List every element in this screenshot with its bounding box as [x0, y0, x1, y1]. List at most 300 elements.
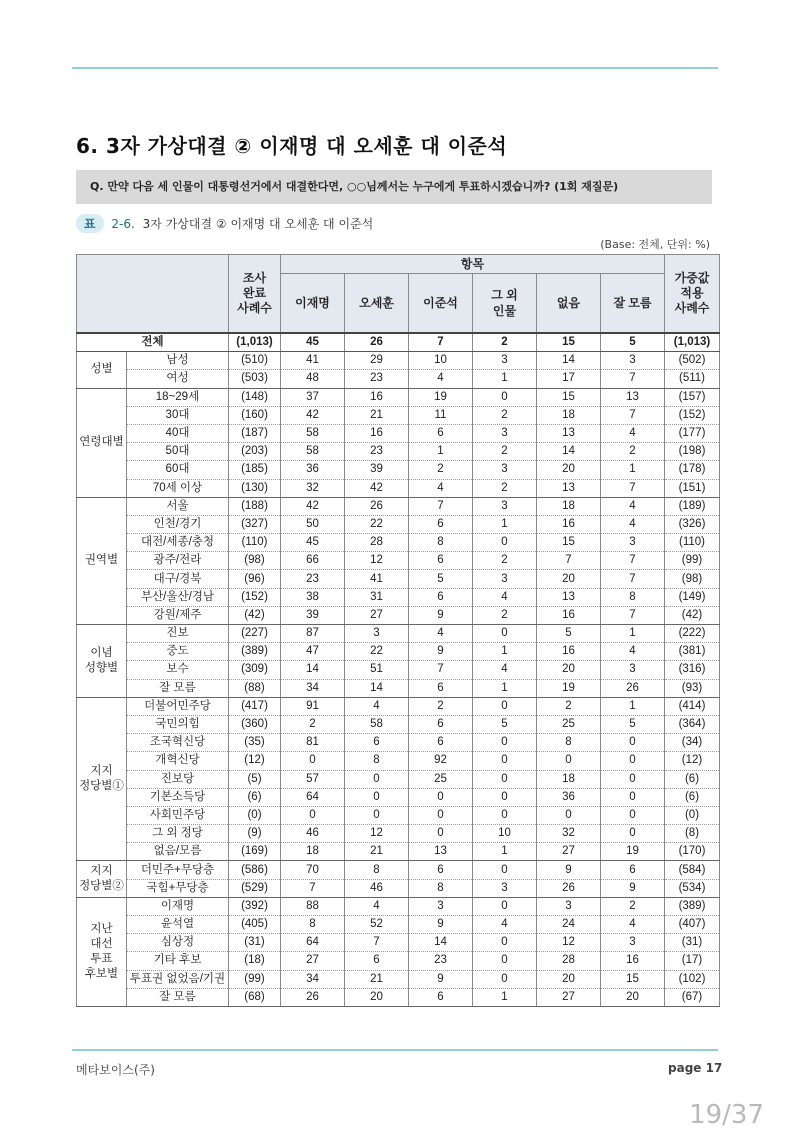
cell-value: 2	[473, 479, 537, 497]
cell-value: 91	[281, 697, 345, 715]
cell-value: (6)	[229, 788, 281, 806]
cell-value: (414)	[665, 697, 720, 715]
cell-value: 7	[601, 606, 665, 624]
cell-value: 7	[601, 406, 665, 424]
group-label: 지지 정당별①	[77, 697, 127, 861]
footer-company: 메타보이스(주)	[76, 1063, 155, 1077]
table-row-total	[77, 333, 720, 352]
table-row	[77, 679, 720, 697]
cell-value: 18	[281, 843, 345, 861]
cell-value: (203)	[229, 443, 281, 461]
cell-value: (157)	[665, 388, 720, 406]
cell-value: (98)	[665, 570, 720, 588]
cell-value: 39	[345, 461, 409, 479]
cell-value: 21	[345, 970, 409, 988]
cell-value: 13	[537, 479, 601, 497]
cell-value: 2	[473, 333, 537, 352]
cell-value: 19	[537, 679, 601, 697]
cell-value: 8	[537, 734, 601, 752]
table-row	[77, 515, 720, 533]
cell-value: 24	[537, 916, 601, 934]
row-label: 사회민주당	[127, 806, 229, 824]
cell-value: 47	[281, 643, 345, 661]
cell-value: 4	[345, 697, 409, 715]
cell-value: 36	[281, 461, 345, 479]
cell-value: 15	[537, 534, 601, 552]
cell-value: 4	[409, 370, 473, 388]
cell-value: 6	[409, 552, 473, 570]
cell-value: (12)	[665, 752, 720, 770]
cell-value: 0	[473, 788, 537, 806]
cell-value: (31)	[229, 934, 281, 952]
row-label: 더민주+무당층	[127, 861, 229, 879]
row-label: 국민의힘	[127, 715, 229, 733]
cell-value: 15	[601, 970, 665, 988]
cell-value: 2	[473, 406, 537, 424]
cell-value: 8	[409, 534, 473, 552]
cell-value: 23	[345, 443, 409, 461]
cell-value: 13	[537, 424, 601, 442]
cell-value: 13	[409, 843, 473, 861]
cell-value: 4	[473, 661, 537, 679]
cell-value: (503)	[229, 370, 281, 388]
top-divider	[72, 67, 718, 69]
cell-value: 7	[281, 879, 345, 897]
cell-value: (389)	[665, 897, 720, 915]
cell-value: (160)	[229, 406, 281, 424]
cell-value: 48	[281, 370, 345, 388]
row-label: 대구/경북	[127, 570, 229, 588]
row-label: 투표권 없었음/기권	[127, 970, 229, 988]
cell-value: 6	[409, 679, 473, 697]
cell-value: 28	[537, 952, 601, 970]
cell-value: 2	[537, 697, 601, 715]
cell-value: (6)	[665, 770, 720, 788]
cell-value: 7	[409, 497, 473, 515]
cell-value: 0	[473, 934, 537, 952]
cell-value: 4	[409, 625, 473, 643]
question-box: Q. 만약 다음 세 인물이 대통령선거에서 대결한다면, ○○님께서는 누구에게 투표하시겠습니까? (1회 재질문)	[76, 170, 712, 204]
group-label: 이념 성향별	[77, 625, 127, 698]
cell-value: 19	[409, 388, 473, 406]
cell-value: (227)	[229, 625, 281, 643]
footer-divider	[72, 1049, 718, 1051]
table-row	[77, 552, 720, 570]
cell-value: 3	[473, 879, 537, 897]
cell-value: (177)	[665, 424, 720, 442]
table-row	[77, 934, 720, 952]
cell-value: 6	[409, 515, 473, 533]
cell-value: 16	[537, 643, 601, 661]
cell-value: (586)	[229, 861, 281, 879]
cell-value: (130)	[229, 479, 281, 497]
cell-value: 0	[281, 806, 345, 824]
cell-value: 2	[409, 697, 473, 715]
row-label: 대전/세종/충청	[127, 534, 229, 552]
table-caption	[76, 214, 373, 233]
cell-value: 17	[537, 370, 601, 388]
cell-value: (326)	[665, 515, 720, 533]
cell-value: (222)	[665, 625, 720, 643]
cell-value: 58	[345, 715, 409, 733]
row-label: 잘 모름	[127, 988, 229, 1006]
cell-value: 4	[473, 588, 537, 606]
cell-value: 2	[601, 443, 665, 461]
cell-value: 46	[281, 825, 345, 843]
cell-value: 38	[281, 588, 345, 606]
cell-value: 8	[601, 588, 665, 606]
cell-value: (102)	[665, 970, 720, 988]
cell-value: (169)	[229, 843, 281, 861]
cell-value: 4	[473, 916, 537, 934]
group-label: 지지 정당별②	[77, 861, 127, 897]
cell-value: (152)	[665, 406, 720, 424]
cell-value: 41	[345, 570, 409, 588]
cell-value: 3	[601, 934, 665, 952]
header-weighted-count: 가중값 적용 사례수	[665, 255, 720, 334]
row-label: 60대	[127, 461, 229, 479]
cell-value: 42	[281, 406, 345, 424]
cell-value: 0	[473, 861, 537, 879]
cell-value: 16	[537, 515, 601, 533]
row-label: 남성	[127, 352, 229, 370]
cell-value: 58	[281, 443, 345, 461]
table-row	[77, 897, 720, 915]
cell-value: 31	[345, 588, 409, 606]
header-items: 항목	[281, 255, 665, 274]
cell-value: 2	[601, 897, 665, 915]
table-row	[77, 661, 720, 679]
row-label: 서울	[127, 497, 229, 515]
table-row	[77, 825, 720, 843]
cell-value: 27	[345, 606, 409, 624]
cell-value: 6	[409, 588, 473, 606]
cell-value: (68)	[229, 988, 281, 1006]
row-label: 기타 후보	[127, 952, 229, 970]
cell-value: 25	[537, 715, 601, 733]
cell-value: 27	[281, 952, 345, 970]
table-row	[77, 479, 720, 497]
cell-value: (6)	[665, 788, 720, 806]
cell-value: 8	[281, 916, 345, 934]
cell-value: (189)	[665, 497, 720, 515]
cell-value: 26	[345, 497, 409, 515]
cell-value: 3	[537, 897, 601, 915]
cell-value: (198)	[665, 443, 720, 461]
cell-value: 27	[537, 843, 601, 861]
cell-value: (185)	[229, 461, 281, 479]
cell-value: 37	[281, 388, 345, 406]
cell-value: 5	[409, 570, 473, 588]
row-label: 전체	[77, 333, 229, 352]
cell-value: 9	[409, 916, 473, 934]
row-label: 광주/전라	[127, 552, 229, 570]
table-row	[77, 916, 720, 934]
row-label: 국힘+무당층	[127, 879, 229, 897]
cell-value: 22	[345, 643, 409, 661]
table-row	[77, 625, 720, 643]
cell-value: (18)	[229, 952, 281, 970]
cell-value: (110)	[665, 534, 720, 552]
table-row	[77, 952, 720, 970]
table-row	[77, 606, 720, 624]
cell-value: 20	[345, 988, 409, 1006]
cell-value: 0	[345, 788, 409, 806]
cell-value: 0	[601, 788, 665, 806]
cell-value: 9	[537, 861, 601, 879]
group-label: 연령대별	[77, 388, 127, 497]
table-row	[77, 806, 720, 824]
table-row	[77, 643, 720, 661]
cell-value: 0	[473, 388, 537, 406]
table-row	[77, 988, 720, 1006]
cell-value: (148)	[229, 388, 281, 406]
cell-value: 26	[281, 988, 345, 1006]
cell-value: 1	[473, 843, 537, 861]
row-label: 없음/모름	[127, 843, 229, 861]
cell-value: (67)	[665, 988, 720, 1006]
cell-value: (12)	[229, 752, 281, 770]
cell-value: 2	[409, 461, 473, 479]
cell-value: (405)	[229, 916, 281, 934]
cell-value: (9)	[229, 825, 281, 843]
cell-value: 13	[601, 388, 665, 406]
cell-value: (309)	[229, 661, 281, 679]
cell-value: 28	[345, 534, 409, 552]
cell-value: (529)	[229, 879, 281, 897]
group-label: 권역별	[77, 497, 127, 624]
cell-value: (534)	[665, 879, 720, 897]
table-row	[77, 970, 720, 988]
cell-value: 81	[281, 734, 345, 752]
row-label: 그 외 정당	[127, 825, 229, 843]
cell-value: 1	[601, 625, 665, 643]
cell-value: 0	[473, 970, 537, 988]
row-label: 40대	[127, 424, 229, 442]
header-blank	[77, 255, 229, 334]
cell-value: (584)	[665, 861, 720, 879]
row-label: 진보당	[127, 770, 229, 788]
cell-value: 23	[281, 570, 345, 588]
cell-value: 16	[345, 424, 409, 442]
cell-value: 8	[345, 752, 409, 770]
cell-value: 23	[409, 952, 473, 970]
header-col-oh-sh: 오세훈	[345, 274, 409, 334]
cell-value: 3	[601, 534, 665, 552]
row-label: 조국혁신당	[127, 734, 229, 752]
table-header	[77, 255, 720, 334]
cell-value: (316)	[665, 661, 720, 679]
cell-value: 0	[601, 752, 665, 770]
cell-value: 46	[345, 879, 409, 897]
cell-value: (407)	[665, 916, 720, 934]
cell-value: 20	[537, 461, 601, 479]
cell-value: (98)	[229, 552, 281, 570]
cell-value: 5	[537, 625, 601, 643]
row-label: 보수	[127, 661, 229, 679]
cell-value: 87	[281, 625, 345, 643]
table-row	[77, 388, 720, 406]
cell-value: 11	[409, 406, 473, 424]
row-label: 인천/경기	[127, 515, 229, 533]
cell-value: 15	[537, 333, 601, 352]
cell-value: 0	[409, 806, 473, 824]
cell-value: 64	[281, 934, 345, 952]
table-row	[77, 352, 720, 370]
cell-value: (417)	[229, 697, 281, 715]
group-label: 지난 대선 투표 후보별	[77, 897, 127, 1006]
cell-value: 7	[601, 479, 665, 497]
cell-value: 9	[409, 606, 473, 624]
cell-value: (0)	[229, 806, 281, 824]
cell-value: 18	[537, 497, 601, 515]
cell-value: 50	[281, 515, 345, 533]
cell-value: 0	[409, 825, 473, 843]
row-label: 중도	[127, 643, 229, 661]
cell-value: 1	[473, 515, 537, 533]
cell-value: 4	[601, 515, 665, 533]
cell-value: 12	[345, 825, 409, 843]
cell-value: 64	[281, 788, 345, 806]
cell-value: 7	[409, 333, 473, 352]
cell-value: (511)	[665, 370, 720, 388]
cell-value: 6	[409, 715, 473, 733]
cell-value: 2	[473, 552, 537, 570]
cell-value: 16	[601, 952, 665, 970]
cell-value: 0	[537, 806, 601, 824]
cell-value: 70	[281, 861, 345, 879]
cell-value: 12	[345, 552, 409, 570]
cell-value: 3	[473, 352, 537, 370]
cell-value: 0	[537, 752, 601, 770]
header-col-lee-jm: 이재명	[281, 274, 345, 334]
header-col-lee-js: 이준석	[409, 274, 473, 334]
cell-value: 3	[473, 570, 537, 588]
row-label: 70세 이상	[127, 479, 229, 497]
cell-value: 15	[537, 388, 601, 406]
cell-value: 4	[345, 897, 409, 915]
cell-value: 52	[345, 916, 409, 934]
cell-value: (5)	[229, 770, 281, 788]
cell-value: (364)	[665, 715, 720, 733]
group-label: 성별	[77, 352, 127, 388]
cell-value: 26	[601, 679, 665, 697]
cell-value: 1	[473, 643, 537, 661]
cell-value: 3	[601, 352, 665, 370]
cell-value: 42	[345, 479, 409, 497]
cell-value: 7	[537, 552, 601, 570]
cell-value: 2	[473, 606, 537, 624]
cell-value: 4	[409, 479, 473, 497]
table-body	[77, 333, 720, 1006]
cell-value: 4	[601, 643, 665, 661]
cell-value: (42)	[665, 606, 720, 624]
cell-value: 1	[601, 697, 665, 715]
cell-value: (96)	[229, 570, 281, 588]
cell-value: 14	[345, 679, 409, 697]
row-label: 윤석열	[127, 916, 229, 934]
cell-value: 45	[281, 333, 345, 352]
table-row	[77, 443, 720, 461]
cell-value: 0	[601, 734, 665, 752]
row-label: 18~29세	[127, 388, 229, 406]
cell-value: 14	[281, 661, 345, 679]
cell-value: 7	[601, 370, 665, 388]
cell-value: 51	[345, 661, 409, 679]
cell-value: (360)	[229, 715, 281, 733]
cell-value: 57	[281, 770, 345, 788]
cell-value: 6	[409, 988, 473, 1006]
cell-value: 3	[601, 661, 665, 679]
row-label: 여성	[127, 370, 229, 388]
cell-value: 25	[409, 770, 473, 788]
cell-value: 2	[281, 715, 345, 733]
cell-value: 0	[345, 770, 409, 788]
cell-value: 9	[601, 879, 665, 897]
cell-value: 6	[345, 952, 409, 970]
cell-value: 3	[473, 424, 537, 442]
cell-value: 20	[537, 570, 601, 588]
cell-value: 0	[473, 897, 537, 915]
row-label: 더불어민주당	[127, 697, 229, 715]
caption-tag: 표	[76, 214, 104, 233]
table-row	[77, 879, 720, 897]
cell-value: 66	[281, 552, 345, 570]
table-row	[77, 461, 720, 479]
cell-value: 39	[281, 606, 345, 624]
cell-value: (31)	[665, 934, 720, 952]
cell-value: (34)	[665, 734, 720, 752]
cell-value: 7	[601, 552, 665, 570]
cell-value: 1	[473, 988, 537, 1006]
table-row	[77, 788, 720, 806]
cell-value: 3	[473, 461, 537, 479]
header-col-other: 그 외 인물	[473, 274, 537, 334]
cell-value: 1	[473, 679, 537, 697]
cell-value: 34	[281, 679, 345, 697]
cell-value: 14	[537, 443, 601, 461]
cell-value: 27	[537, 988, 601, 1006]
cell-value: (389)	[229, 643, 281, 661]
cell-value: (151)	[665, 479, 720, 497]
table-row	[77, 424, 720, 442]
cell-value: (510)	[229, 352, 281, 370]
cell-value: (88)	[229, 679, 281, 697]
cell-value: 0	[409, 788, 473, 806]
row-label: 30대	[127, 406, 229, 424]
footer-page-number: page 17	[668, 1061, 723, 1075]
cell-value: 1	[601, 461, 665, 479]
table-row	[77, 406, 720, 424]
cell-value: 4	[601, 497, 665, 515]
cell-value: 20	[537, 661, 601, 679]
cell-value: 32	[281, 479, 345, 497]
cell-value: 9	[409, 970, 473, 988]
cell-value: (110)	[229, 534, 281, 552]
cell-value: 34	[281, 970, 345, 988]
cell-value: 16	[345, 388, 409, 406]
header-col-dontknow: 잘 모름	[601, 274, 665, 334]
cell-value: 0	[345, 806, 409, 824]
cell-value: 12	[537, 934, 601, 952]
cell-value: (152)	[229, 588, 281, 606]
cell-value: (502)	[665, 352, 720, 370]
cell-value: 7	[409, 661, 473, 679]
cell-value: 36	[537, 788, 601, 806]
cell-value: 18	[537, 770, 601, 788]
cell-value: 8	[409, 879, 473, 897]
cell-value: 0	[473, 952, 537, 970]
